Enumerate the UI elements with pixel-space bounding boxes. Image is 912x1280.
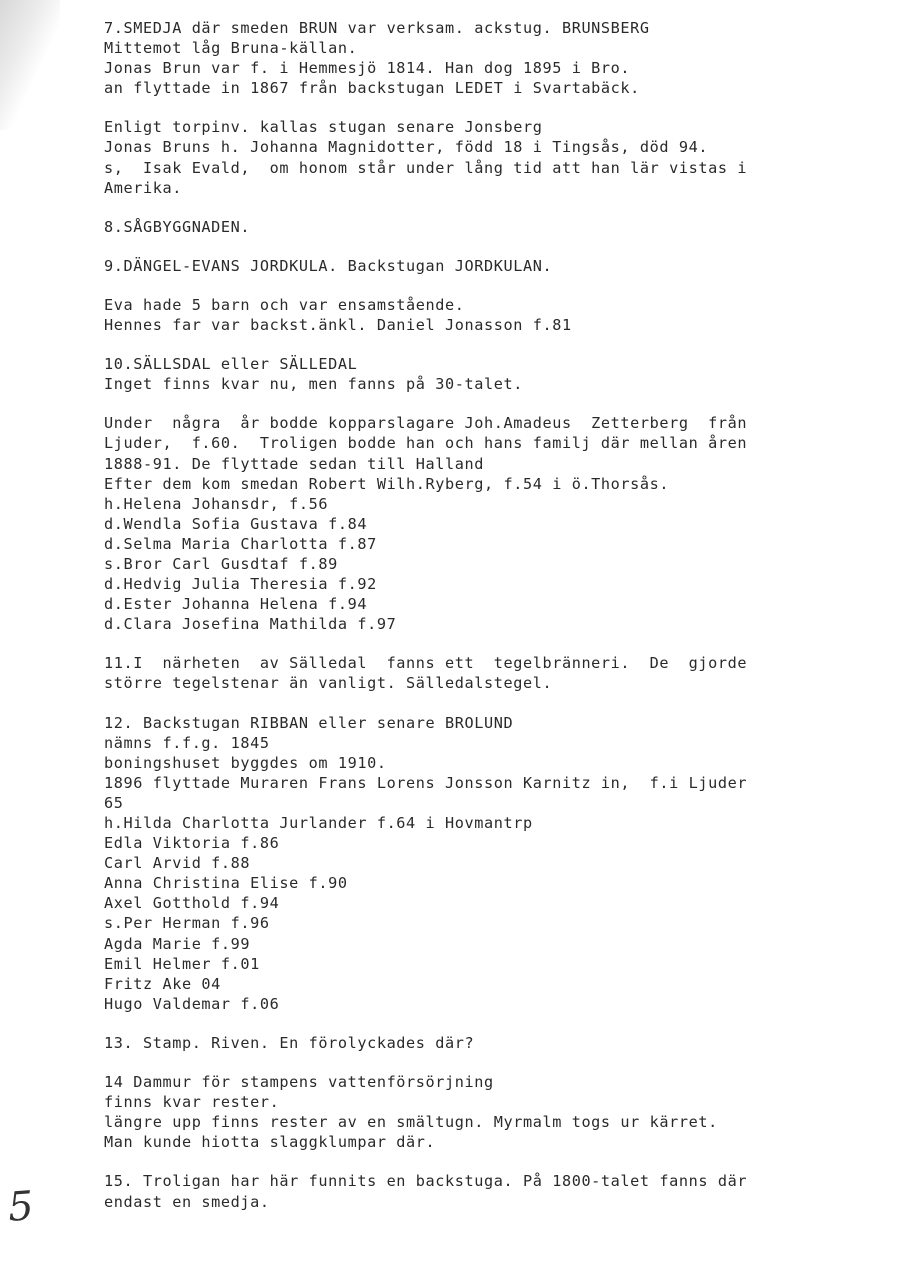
text-line: 11.I närheten av Sälledal fanns ett tegelbränneri. De gjorde	[104, 654, 748, 673]
text-line: nämns f.f.g. 1845	[104, 733, 270, 752]
text-line: Fritz Ake 04	[104, 974, 221, 993]
text-line: s, Isak Evald, om honom står under lång tid att han lär vistas i	[104, 158, 748, 177]
text-line: 15. Troligan har här funnits en backstuga. På 1800-talet fanns där	[104, 1172, 748, 1191]
text-line: Jonas Brun var f. i Hemmesjö 1814. Han dog 1895 i Bro.	[104, 59, 631, 78]
paragraph-gap	[104, 1014, 904, 1033]
text-line: d.Selma Maria Charlotta f.87	[104, 534, 377, 553]
paragraph-gap	[104, 694, 904, 713]
text-line: Hugo Valdemar f.06	[104, 994, 280, 1013]
paragraph	[104, 217, 904, 237]
paragraph-gap	[104, 276, 904, 295]
text-line: Ljuder, f.60. Troligen bodde han och hans familj där mellan åren	[104, 434, 748, 453]
text-line: Axel Gotthold f.94	[104, 894, 280, 913]
text-line: d.Hedvig Julia Theresia f.92	[104, 575, 377, 594]
paragraph-gap	[104, 1053, 904, 1072]
paragraph-gap	[104, 335, 904, 354]
scanned-page-edge	[0, 0, 60, 130]
text-line: 14 Dammur för stampens vattenförsörjning	[104, 1073, 494, 1092]
text-line: Efter dem kom smedan Robert Wilh.Ryberg, f.54 i ö.Thorsås.	[104, 474, 670, 493]
paragraph-gap	[104, 198, 904, 217]
paragraph	[104, 1072, 904, 1152]
text-line: Amerika.	[104, 178, 182, 197]
paragraph	[104, 1171, 904, 1211]
paragraph	[104, 18, 904, 98]
text-line: Inget finns kvar nu, men fanns på 30-talet.	[104, 375, 523, 394]
text-line: 7.SMEDJA där smeden BRUN var verksam. ackstug. BRUNSBERG	[104, 19, 650, 37]
paragraph-gap	[104, 1152, 904, 1171]
text-line: Man kunde hiotta slaggklumpar där.	[104, 1133, 436, 1152]
text-line: längre upp finns rester av en smältugn. Myrmalm togs ur kärret.	[104, 1113, 718, 1132]
text-line: Under några år bodde kopparslagare Joh.Amadeus Zetterberg från	[104, 414, 748, 433]
text-line: 9.DÄNGEL-EVANS JORDKULA. Backstugan JORDKULAN.	[104, 256, 553, 275]
paragraph	[104, 117, 904, 197]
document-body	[104, 18, 904, 1212]
text-line: 13. Stamp. Riven. En förolyckades där?	[104, 1033, 475, 1052]
paragraph	[104, 1033, 904, 1053]
text-line: endast en smedja.	[104, 1192, 270, 1211]
text-line: Emil Helmer f.01	[104, 954, 260, 973]
text-line: d.Ester Johanna Helena f.94	[104, 595, 368, 614]
text-line: d.Wendla Sofia Gustava f.84	[104, 514, 368, 533]
paragraph	[104, 653, 904, 693]
text-line: Edla Viktoria f.86	[104, 834, 280, 853]
text-line: an flyttade in 1867 från backstugan LEDET i Svartabäck.	[104, 79, 640, 98]
text-line: Eva hade 5 barn och var ensamstående.	[104, 295, 465, 314]
paragraph-gap	[104, 394, 904, 413]
text-line: Agda Marie f.99	[104, 934, 251, 953]
text-line: s.Per Herman f.96	[104, 914, 270, 933]
paragraph	[104, 295, 904, 335]
text-line: boningshuset byggdes om 1910.	[104, 753, 387, 772]
text-line: större tegelstenar än vanligt. Sälledalstegel.	[104, 674, 553, 693]
text-line: finns kvar rester.	[104, 1093, 280, 1112]
text-line: h.Helena Johansdr, f.56	[104, 494, 329, 513]
handwritten-page-number: 5	[6, 1183, 36, 1231]
text-line: 65	[104, 793, 124, 812]
text-line: Carl Arvid f.88	[104, 854, 251, 873]
paragraph-gap	[104, 634, 904, 653]
text-line: 12. Backstugan RIBBAN eller senare BROLUND	[104, 713, 514, 732]
paragraph	[104, 713, 904, 1014]
text-line: 1888-91. De flyttade sedan till Halland	[104, 454, 485, 473]
paragraph-gap	[104, 237, 904, 256]
paragraph	[104, 354, 904, 394]
paragraph	[104, 256, 904, 276]
paragraph-gap	[104, 98, 904, 117]
text-line: Anna Christina Elise f.90	[104, 874, 348, 893]
text-line: Mittemot låg Bruna-källan.	[104, 39, 358, 58]
text-line: Hennes far var backst.änkl. Daniel Jonasson f.81	[104, 316, 572, 335]
text-line: Jonas Bruns h. Johanna Magnidotter, född 18 i Tingsås, död 94.	[104, 138, 709, 157]
text-line: s.Bror Carl Gusdtaf f.89	[104, 554, 338, 573]
text-line: Enligt torpinv. kallas stugan senare Jonsberg	[104, 118, 543, 137]
text-line: 1896 flyttade Muraren Frans Lorens Jonsson Karnitz in, f.i Ljuder	[104, 773, 748, 792]
text-line: 10.SÄLLSDAL eller SÄLLEDAL	[104, 355, 358, 374]
paragraph	[104, 413, 904, 634]
text-line: d.Clara Josefina Mathilda f.97	[104, 615, 397, 634]
text-line: 8.SÅGBYGGNADEN.	[104, 217, 251, 236]
text-line: h.Hilda Charlotta Jurlander f.64 i Hovmantrp	[104, 814, 533, 832]
